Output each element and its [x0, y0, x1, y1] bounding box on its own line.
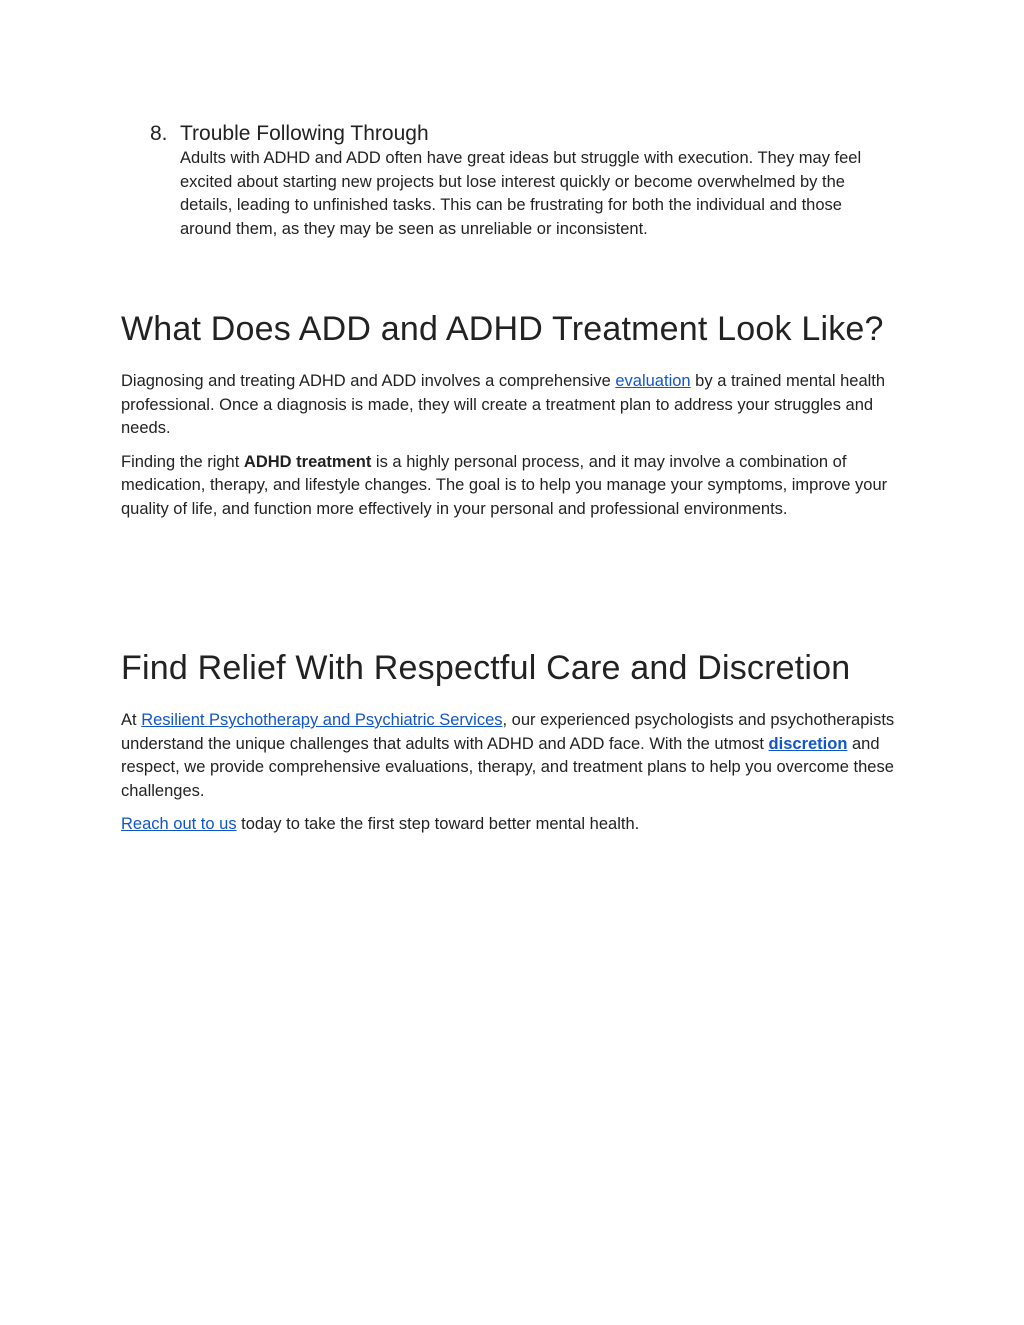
- paragraph-text: , our experienced psychologists and psychotherapists understand the unique challenges that adults with ADHD and ADD face. With the utmost: [121, 711, 895, 753]
- paragraph-text: by a trained mental health professional. Once a diagnosis is made, they will create a treatment plan to address your struggles and needs.: [121, 372, 886, 438]
- adhd-treatment-bold: ADHD treatment: [243, 452, 372, 471]
- paragraph-text: Finding the right: [121, 452, 244, 471]
- paragraph-diagnosis: [121, 370, 906, 441]
- section-heading-relief: Find Relief With Respectful Care and Discretion: [121, 649, 851, 687]
- paragraph-resilient: [121, 709, 906, 803]
- evaluation-link[interactable]: evaluation: [615, 372, 691, 390]
- discretion-link[interactable]: discretion: [768, 734, 848, 753]
- section-treatment: [121, 299, 906, 522]
- reach-out-link[interactable]: Reach out to us: [121, 815, 237, 834]
- paragraph-text: today to take the first step toward better mental health.: [236, 815, 640, 834]
- paragraph-treatment: [121, 451, 906, 522]
- paragraph-text: At: [121, 711, 142, 729]
- section-relief: [121, 638, 906, 837]
- paragraph-text: is a highly personal process, and it may involve a combination of medication, therapy, and lifestyle changes. The goal is to help you manage your symptoms, improve your quality of life, and function more effectively in your personal and professional environments.: [121, 452, 888, 518]
- paragraph-reach-out: [121, 813, 906, 837]
- list-item-body: Adults with ADHD and ADD often have great ideas but struggle with execution. They may feel excited about starting new projects but lose interest quickly or become overwhelmed by the details, leading to unfinished tasks. This can be frustrating for both the individual and those around them, as they may be seen as unreliable or inconsistent.: [180, 149, 862, 238]
- list-item-title: Trouble Following Through: [180, 122, 429, 145]
- paragraph-text: Diagnosing and treating ADHD and ADD involves a comprehensive: [121, 372, 616, 390]
- list-number: 8.: [150, 122, 168, 145]
- paragraph-text: and respect, we provide comprehensive evaluations, therapy, and treatment plans to help you overcome these challenges.: [121, 734, 894, 800]
- resilient-services-link[interactable]: Resilient Psychotherapy and Psychiatric Services: [141, 711, 503, 729]
- section-heading-treatment: What Does ADD and ADHD Treatment Look Like?: [121, 310, 884, 348]
